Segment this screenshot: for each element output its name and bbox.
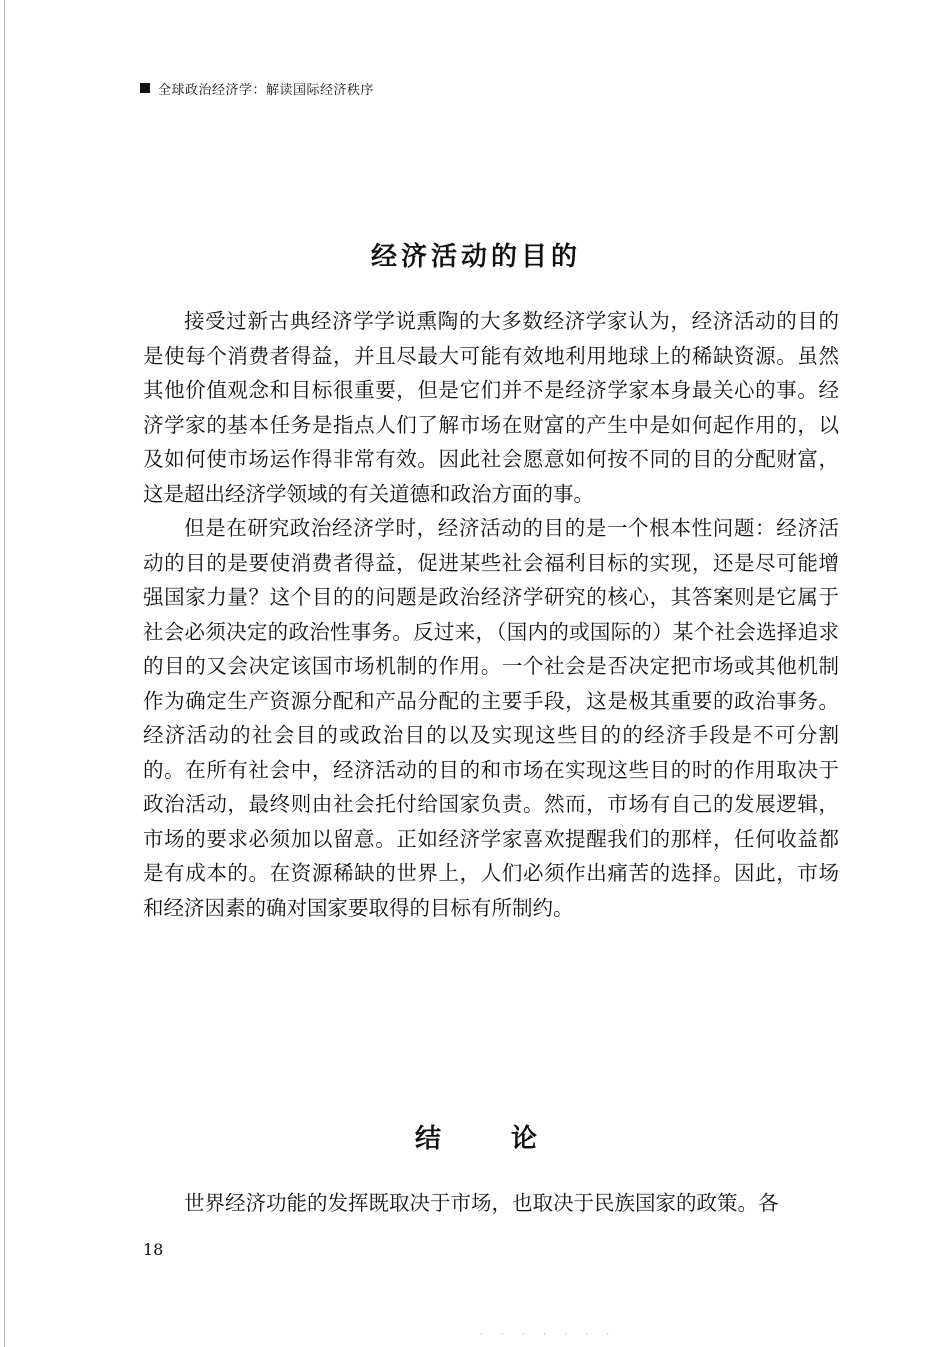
running-title: 全球政治经济学：解读国际经济秩序 [158, 82, 375, 98]
running-header [140, 78, 374, 98]
paragraph: 但是在研究政治经济学时，经济活动的目的是一个根本性问题：经济活动的目的是要使消费者得益，促进某些社会福利目标的实现，还是尽可能增强国家力量？这个目的的问题是政治经济学研究的核心，其答案则是它属于社会必须决定的政治性事务。反过来，（国内的或国际的）某个社会选择追求的目的又会决定该国市场机制的作用。一个社会是否决定把市场或其他机制作为确定生产资源分配和产品分配的主要手段，这是极其重要的政治事务。经济活动的社会目的或政治目的以及实现这些目的的经济手段是不可分割的。在所有社会中，经济活动的目的和市场在实现这些目的时的作用取决于政治活动，最终则由社会托付给国家负责。然而，市场有自己的发展逻辑，市场的要求必须加以留意。正如经济学家喜欢提醒我们的那样，任何收益都是有成本的。在资源稀缺的世界上，人们必须作出痛苦的选择。因此，市场和经济因素的确对国家要取得的目标有所制约。 [143, 516, 839, 920]
scan-specks: · · · · · · · [480, 1330, 618, 1339]
header-square-icon [140, 83, 150, 93]
conclusion-title-right: 论 [511, 1124, 538, 1154]
page-number: 18 [143, 1240, 164, 1259]
conclusion-title [0, 1118, 952, 1155]
conclusion-title-left: 结 [414, 1124, 441, 1154]
section-body [143, 304, 839, 925]
paragraph: 世界经济功能的发挥既取决于市场，也取决于民族国家的政策。各 [184, 1191, 779, 1215]
paragraph: 接受过新古典经济学学说熏陶的大多数经济学家认为，经济活动的目的是使每个消费者得益，并且尽最大可能有效地利用地球上的稀缺资源。虽然其他价值观念和目标很重要，但是它们并不是经济学家本身最关心的事。经济学家的基本任务是指点人们了解市场在财富的产生中是如何起作用的，以及如何使市场运作得非常有效。因此社会愿意如何按不同的目的分配财富，这是超出经济学领域的有关道德和政治方面的事。 [143, 309, 839, 506]
conclusion-body [143, 1186, 839, 1221]
section-title: 经济活动的目的 [370, 242, 581, 272]
